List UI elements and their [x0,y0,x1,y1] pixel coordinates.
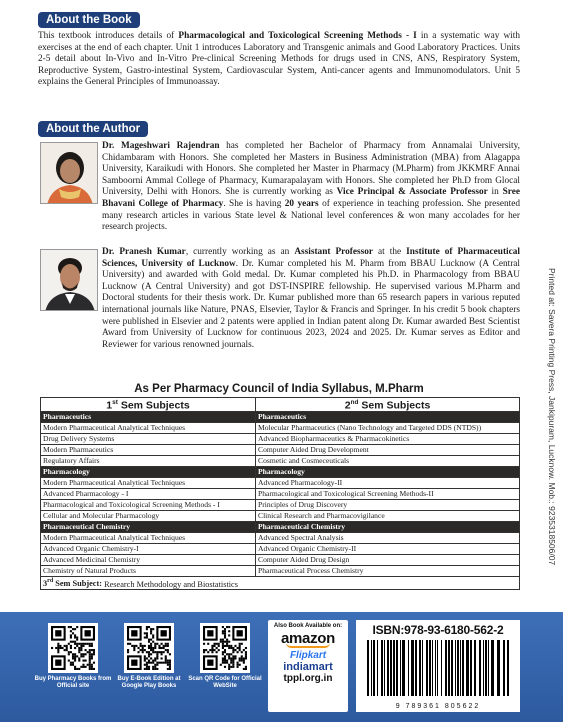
sem2-cell: Advanced Organic Chemistry-II [256,543,520,554]
third-sem-value: Research Methodology and Biostatistics [102,579,238,589]
isbn-box [356,620,520,712]
isbn-digits: 9 789361 805622 [395,703,481,710]
col1-header-num: 1 [106,399,113,411]
syllabus-table [40,397,520,590]
sem1-cell: Advanced Medicinal Chemistry [41,554,256,565]
author2-bio-text: , currently working as an [185,247,295,257]
table-row [41,433,520,444]
table-row [41,444,520,455]
table-row [41,532,520,543]
sem1-cell: Modern Pharmaceutics [41,444,256,455]
about-author-heading: About the Author [38,121,148,137]
table-row [41,499,520,510]
isbn-text: ISBN:978-93-6180-562-2 [372,623,504,637]
table-row [41,554,520,565]
tppl-link[interactable]: tppl.org.in [283,673,333,684]
author1-bio-text: . She is having [223,198,285,209]
about-book-title-bold: Pharmacological and Toxicological Screening Methods - I [178,31,417,41]
qr-code-icon [127,626,171,670]
sem2-cell: Principles of Drug Discovery [256,499,520,510]
sem2-cell: Computer Aided Drug Development [256,444,520,455]
stores-heading: Also Book Available on: [273,623,343,629]
qr-code-icon [203,626,247,670]
third-sem-text: Sem Subject: [53,579,103,589]
sem1-cell: Pharmaceutics [41,411,256,422]
category-row [41,411,520,422]
sem1-cell: Advanced Pharmacology - I [41,488,256,499]
third-sem-cell [41,576,520,590]
author1-role: Vice Principal & Associate Professor [336,187,488,198]
sem1-cell: Chemistry of Natural Products [41,565,256,576]
table-row [41,477,520,488]
about-book-text [38,31,520,89]
amazon-logo[interactable]: amazon [280,630,336,647]
category-row [41,521,520,532]
col1-header-sup: st [112,399,118,406]
author1-bio-top [102,141,520,234]
sem2-cell: Pharmacology [256,466,520,477]
syllabus-title: As Per Pharmacy Council of India Syllabus, M.Pharm [134,383,424,395]
qr-website[interactable] [200,623,250,673]
sem1-cell: Pharmacology [41,466,256,477]
author1-college: Sree Bhavani College of Pharmacy [102,187,520,209]
sem1-cell: Modern Pharmaceutical Analytical Techniques [41,532,256,543]
about-book-text-part: in a systematic way with exercises at the end of each chapter. Unit 1 introduces Laboratory and Transgenic animals and Good Laboratory Practices. Units 2-5 detail about In-Vivo and In-Vitro Pre-clinical Screening Methods for drugs used in CNS, ANS, Respiratory System, Reproductive System, Gastro-intestinal System, Cardiovascular System, Anti-cancer agents and Immunomodulators. Unit 5 explains the General Principles of Immunoassay. [38,31,520,88]
sem2-cell: Pharmaceutical Chemistry [256,521,520,532]
author2-institute: Institute of Pharmaceutical Sciences, University of Lucknow [102,247,520,269]
author1-bio-text: has completed her Bachelor of Pharmacy from Annamalai University, Chidambaram with Honors. She completed her Masters in Business Administration (MBA) from Alagappa University, Karaikudi with Honors. She completed her Master in Pharmacy (M.Pharm) from JKKMRF Annai Samboorni Ammal College of Pharmacy, Kumarapalayam with Honors. She completed her Ph.D from Glocal University, Delhi with Honors. She is currently working as [102,141,520,198]
author1-bio-text: of experience in teaching profession. She presented many research articles in various State level & National level conferences & won many accolades for her research projects. [102,198,520,233]
author2-name: Dr. Pranesh Kumar [102,247,186,257]
qr-google-play[interactable] [124,623,174,673]
table-row [41,488,520,499]
sem1-cell: Drug Delivery Systems [41,433,256,444]
qr-code-icon [51,626,95,670]
sem2-cell: Computer Aided Drug Design [256,554,520,565]
sem2-cell: Pharmaceutical Process Chemistry [256,565,520,576]
about-book-text-part: This textbook introduces details of [38,31,179,41]
sem2-cell: Advanced Biopharmaceutics & Pharmacokinetics [256,433,520,444]
col2-header [256,398,520,412]
author1-years: 20 years [284,198,319,209]
table-row [41,455,520,466]
barcode-icon [363,640,513,698]
stores-box [268,620,348,712]
author1-name: Dr. Mageshwari Rajendran [102,141,220,151]
author2-bio-text: at the [373,247,407,257]
sem1-cell: Modern Pharmaceutical Analytical Techniques [41,422,256,433]
author1-photo [40,142,98,204]
table-row [41,510,520,521]
syllabus-body [41,411,520,576]
sem1-cell: Cellular and Molecular Pharmacology [41,510,256,521]
sem1-cell: Pharmacological and Toxicological Screening Methods - I [41,499,256,510]
flipkart-logo[interactable]: Flipkart [289,650,327,661]
sem2-cell: Molecular Pharmaceutics (Nano Technology and Targeted DDS (NTDS)) [256,422,520,433]
third-sem-label [43,579,102,588]
author2-portrait-icon [41,250,98,311]
sem2-cell: Advanced Spectral Analysis [256,532,520,543]
sem2-cell: Clinical Research and Pharmacovigilance [256,510,520,521]
sem1-cell: Advanced Organic Chemistry-I [41,543,256,554]
sem2-cell: Pharmacological and Toxicological Screening Methods-II [256,488,520,499]
table-row [41,565,520,576]
sem2-cell: Pharmaceutics [256,411,520,422]
about-book-heading: About the Book [38,12,140,28]
qr1-caption: Buy Pharmacy Books from Official site [34,676,112,689]
author2-role: Assistant Professor [294,247,374,257]
category-row [41,466,520,477]
sem1-cell: Modern Pharmaceutical Analytical Techniques [41,477,256,488]
col1-header-text: Sem Subjects [117,399,190,411]
qr3-caption: Scan QR Code for Official WebSite [188,676,262,689]
sem1-cell: Pharmaceutical Chemistry [41,521,256,532]
table-row [41,543,520,554]
sem1-cell: Regulatory Affairs [41,455,256,466]
author1-portrait-icon [41,143,98,204]
third-sem-row [41,576,520,590]
printer-note: Printed at: Savera Printing Press, Jankipuram, Lucknow. Mob.: 9235318506/07 [547,268,557,566]
third-sem-num: 3 [43,579,48,589]
qr2-caption: Buy E-Book Edition at Google Play Books [117,676,181,689]
col2-header-sup: nd [350,399,359,406]
qr-official-site[interactable] [48,623,98,673]
col2-header-text: Sem Subjects [358,399,431,411]
author1-bio-text: in [487,187,503,198]
col1-header [41,398,256,412]
table-row [41,422,520,433]
author2-photo [40,249,98,311]
third-sem-sup: rd [47,578,54,585]
author2-bio-text: . Dr. Kumar completed his M. Pharm from BBAU Lucknow (A Central University) and awarded with Gold medal. Dr. Kumar completed his Ph.D. in Pharmacology from BBAU Lucknow (A Central University) and got DST-INSPIRE fellowship. He supervised various M.Pharm and Doctoral students for their thesis work. Dr. Kumar published more than 65 research papers in various reputed international journals like Nature, PNAS, Elsevier, Taylor & Francis and Springer. In his credit 5 book chapters were published in Elsevier and 2 patents were applied in Indian patent along Dr. Kumar awarded Best Scientist Award from University of Lucknow for continuous 2023, 2024 and 2025. Dr. Kumar serves as Editor and Reviewer for various renowned journals. [102,258,521,350]
col2-header-num: 2 [344,399,351,411]
sem2-cell: Cosmetic and Cosmeceuticals [256,455,520,466]
author2-bio [102,247,520,351]
indiamart-logo[interactable]: indiamart [283,661,333,673]
sem2-cell: Advanced Pharmacology-II [256,477,520,488]
